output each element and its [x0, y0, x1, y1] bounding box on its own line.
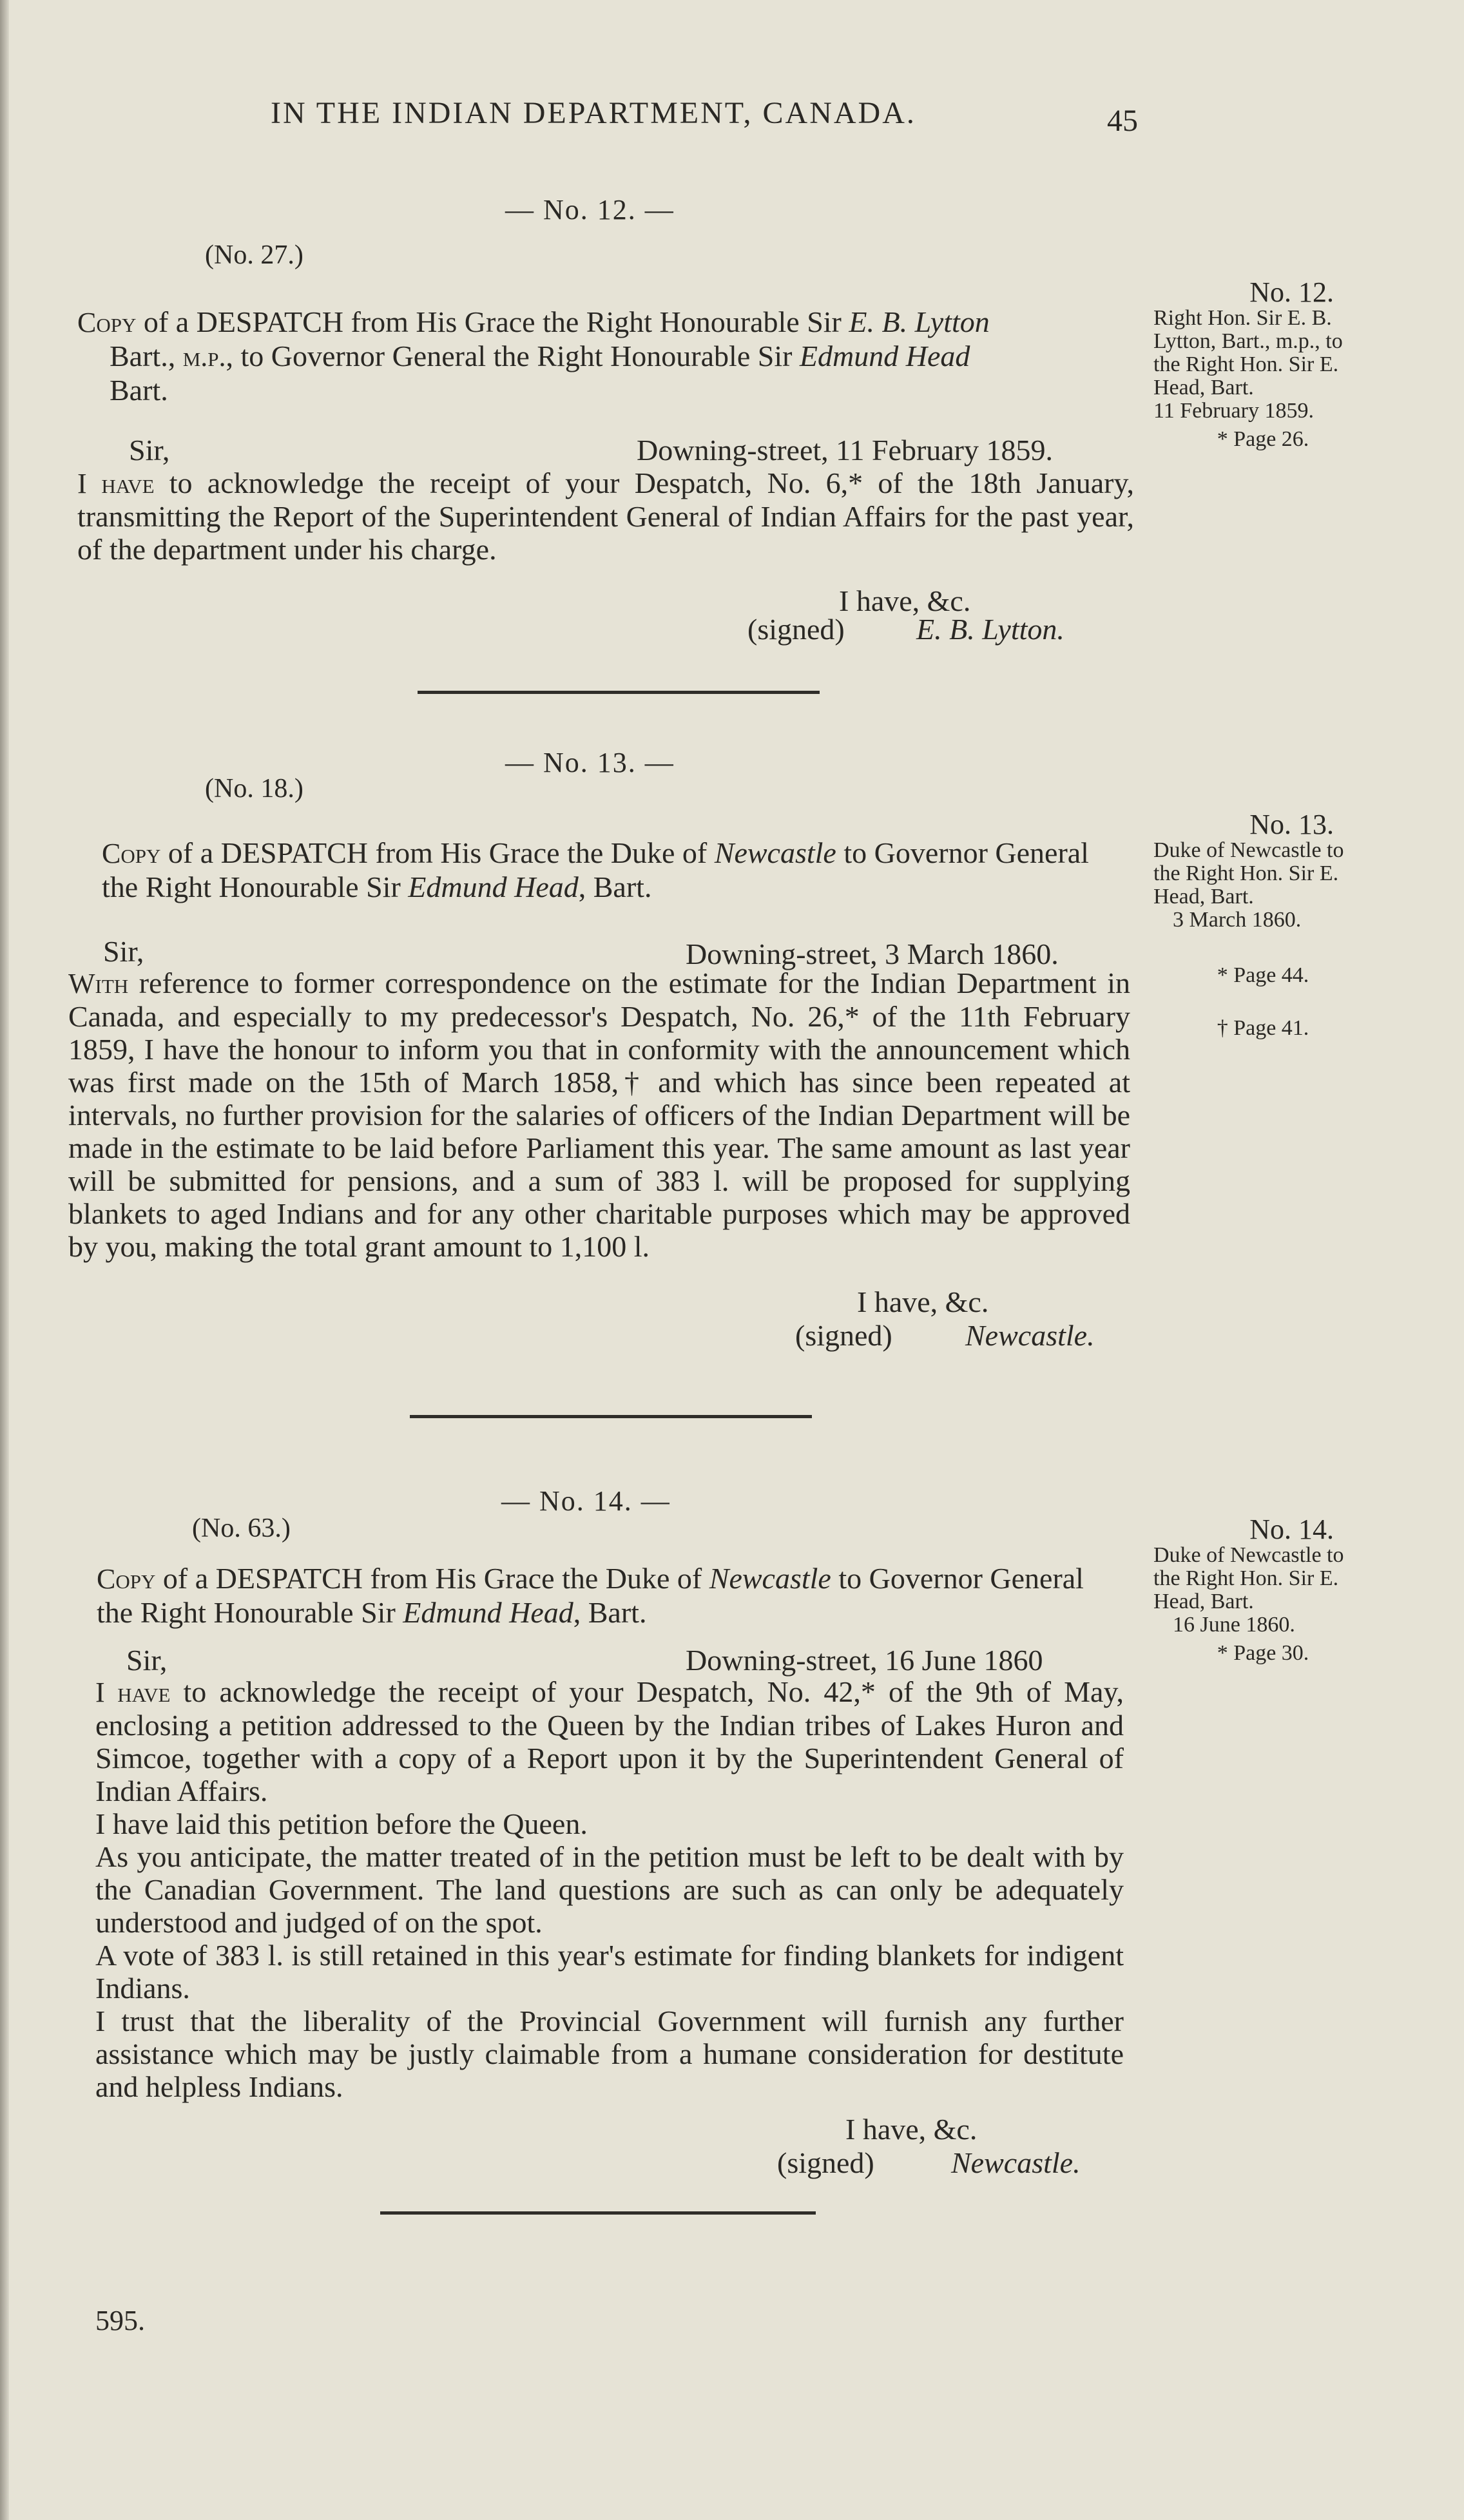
- despatch-13-closing: I have, &c.: [857, 1285, 989, 1318]
- despatch-14-body: I have to acknowledge the receipt of your Despatch, No. 42,* of the 9th of May, enclosing a petition addressed to the Queen by the Indian tribes of Lakes Huron and Simcoe, together with a copy of a Report upon it by the Superintendent General of Indian Affairs. I have laid this petition before the Queen. As you anticipate, the matter treated of in the petition must be left to be dealt with by the Canadian Government. The land questions are such as can only be adequately understood and judged of on the spot. A vote of 383 l. is still retained in this year's estimate for finding blankets for indigent Indians. I trust that the liberality of the Provincial Government will furnish any further assistance which may be justly claimable from a humane consideration for destitute and helpless Indians.: [95, 1675, 1124, 2103]
- despatch-13-place-date: Downing-street, 3 March 1860.: [686, 938, 1059, 970]
- despatch-12-margin-note: No. 12. Right Hon. Sir E. B. Lytton, Bart., m.p., to the Right Hon. Sir E. Head, Bart. 11 February 1859. * Page 26.: [1153, 276, 1343, 451]
- despatch-14-closing: I have, &c.: [845, 2113, 978, 2146]
- page-number: 45: [1107, 104, 1138, 138]
- despatch-14-end-rule: [380, 2211, 816, 2215]
- running-header: IN THE INDIAN DEPARTMENT, CANADA.: [271, 96, 916, 130]
- despatch-14-signer: Newcastle.: [951, 2146, 1081, 2179]
- despatch-13-reference: (No. 18.): [205, 774, 303, 803]
- despatch-14-salutation: Sir,: [126, 1644, 168, 1677]
- despatch-12-title: Copy of a DESPATCH from His Grace the Right Honourable Sir E. B. Lytton Bart., m.p., to Governor General the Right Honourable Sir Edmund Head Bart.: [77, 305, 990, 407]
- despatch-14-title: Copy of a DESPATCH from His Grace the Duke of Newcastle to Governor General the Right Honourable Sir Edmund Head, Bart.: [97, 1562, 1084, 1629]
- page-edge-shadow: [0, 0, 9, 2520]
- despatch-14-reference: (No. 63.): [192, 1514, 291, 1543]
- despatch-12-end-rule: [418, 691, 820, 694]
- despatch-14-signed: (signed): [777, 2146, 874, 2179]
- despatch-13-end-rule: [410, 1415, 812, 1418]
- despatch-13-title: Copy of a DESPATCH from His Grace the Duke of Newcastle to Governor General the Right Honourable Sir Edmund Head, Bart.: [102, 836, 1089, 903]
- despatch-13-signed: (signed): [795, 1319, 892, 1352]
- despatch-12-separator: — No. 12. —: [505, 194, 675, 226]
- despatch-12-body: I have to acknowledge the receipt of your Despatch, No. 6,* of the 18th January, transmitting the Report of the Superintendent General of Indian Affairs for the past year, of the department under his charge.: [77, 466, 1134, 566]
- despatch-12-signed: (signed): [747, 613, 845, 646]
- despatch-13-salutation: Sir,: [103, 935, 144, 968]
- despatch-12-place-date: Downing-street, 11 February 1859.: [637, 434, 1053, 466]
- despatch-12-reference: (No. 27.): [205, 240, 303, 270]
- despatch-13-separator: — No. 13. —: [505, 747, 675, 778]
- print-number: 595.: [95, 2305, 145, 2336]
- despatch-14-separator: — No. 14. —: [501, 1485, 671, 1517]
- despatch-13-margin-note: No. 13. Duke of Newcastle to the Right Hon. Sir E. Head, Bart. 3 March 1860. * Page 44. † Page 41.: [1153, 809, 1344, 1040]
- despatch-12-closing: I have, &c.: [839, 584, 971, 617]
- despatch-12-salutation: Sir,: [129, 434, 170, 466]
- despatch-14-place-date: Downing-street, 16 June 1860: [686, 1644, 1043, 1677]
- despatch-12-signer: E. B. Lytton.: [916, 613, 1064, 646]
- despatch-14-margin-note: No. 14. Duke of Newcastle to the Right Hon. Sir E. Head, Bart. 16 June 1860. * Page 30.: [1153, 1514, 1344, 1665]
- despatch-13-signer: Newcastle.: [965, 1319, 1095, 1352]
- despatch-13-body: With reference to former correspondence on the estimate for the Indian Department in Canada, and especially to my predecessor's Despatch, No. 26,* of the 11th February 1859, I have the honour to inform you that in conformity with the announcement which was first made on the 15th of March 1858,† and which has since been repeated at intervals, no further provision for the salaries of officers of the Indian Department will be made in the estimate to be laid before Parliament this year. The same amount as last year will be submitted for pensions, and a sum of 383 l. will be proposed for supplying blankets to aged Indians and for any other charitable purposes which may be approved by you, making the total grant amount to 1,100 l.: [68, 967, 1130, 1263]
